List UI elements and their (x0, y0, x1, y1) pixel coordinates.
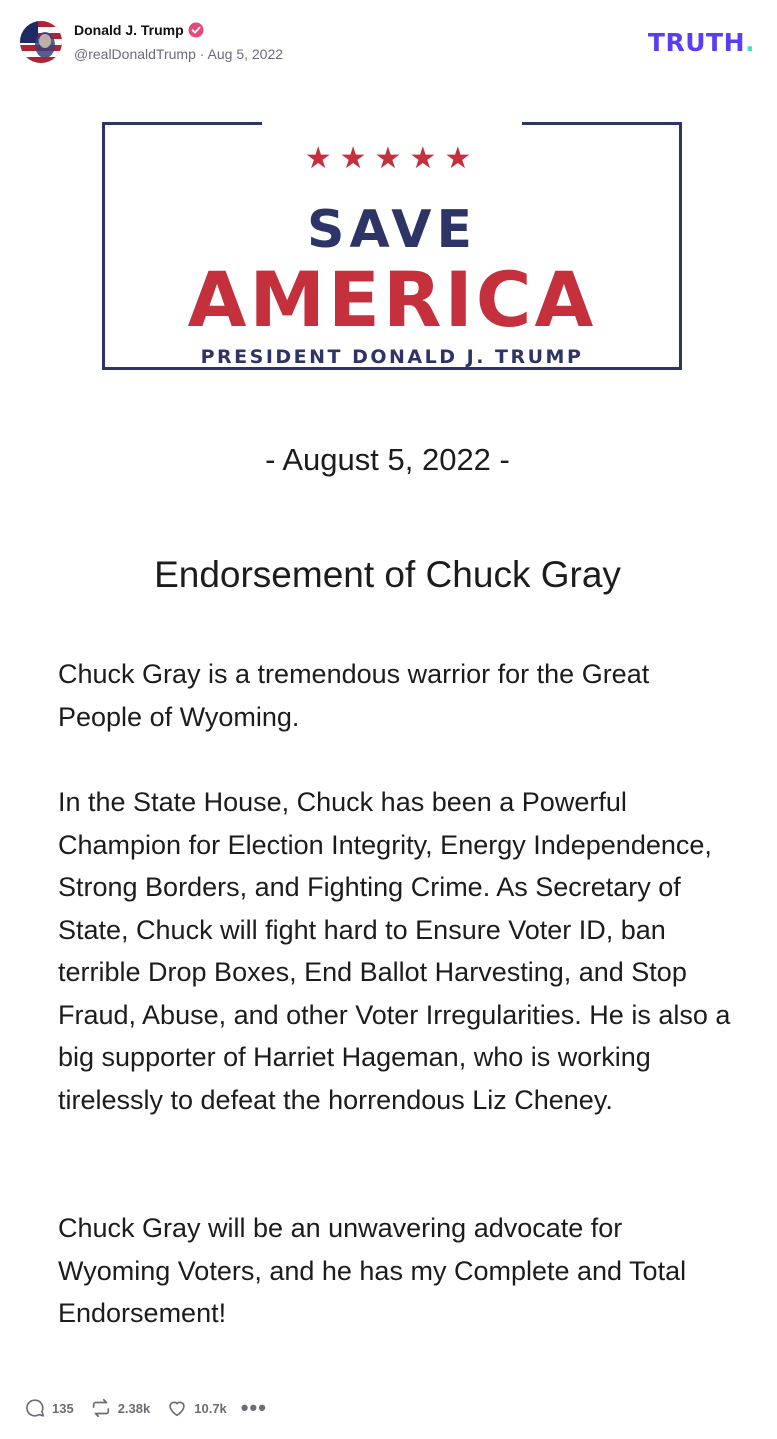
save-america-banner (102, 122, 682, 370)
banner-save: SAVE (307, 200, 477, 260)
banner-america: AMERICA (187, 255, 597, 344)
truth-logo[interactable] (648, 28, 755, 57)
brand-dot: . (745, 28, 755, 57)
reply-icon (24, 1397, 46, 1419)
retruth-count: 2.38k (117, 1400, 151, 1416)
avatar[interactable] (20, 21, 62, 63)
statement-date: - August 5, 2022 - (265, 442, 510, 477)
handle-and-date[interactable]: @realDonaldTrump · Aug 5, 2022 (74, 46, 284, 62)
post-actions (24, 1394, 283, 1422)
verified-badge-icon (188, 22, 204, 38)
like-button[interactable] (166, 1397, 227, 1419)
reply-count: 135 (52, 1400, 74, 1416)
post-header (0, 0, 777, 80)
retruth-icon (90, 1397, 112, 1419)
banner-subtitle: PRESIDENT DONALD J. TRUMP (200, 346, 584, 368)
statement-paragraph: Chuck Gray will be an unwavering advocate for Wyoming Voters, and he has my Complete and Total Endorsement! (58, 1213, 687, 1328)
heart-icon (166, 1397, 188, 1419)
stars-row: ★★★★★ (304, 142, 480, 175)
brand-text: TRUTH (647, 28, 745, 57)
post-image[interactable] (18, 80, 757, 1380)
retruth-button[interactable] (90, 1397, 151, 1419)
avatar-flag-portrait (20, 21, 62, 63)
statement-headline: Endorsement of Chuck Gray (154, 554, 621, 595)
statement-paragraph: Chuck Gray is a tremendous warrior for the Great People of Wyoming. (58, 659, 650, 732)
reply-button[interactable] (24, 1397, 74, 1419)
author-name[interactable]: Donald J. Trump (74, 22, 184, 38)
like-count: 10.7k (194, 1400, 227, 1416)
author-row (74, 22, 204, 38)
statement-paragraph: In the State House, Chuck has been a Powerful Champion for Election Integrity, Energy Independence, Strong Borders, and Fighting Crime. As Secretary of State, Chuck will fight hard to Ensure Voter ID, ban terrible Drop Boxes, End Ballot Harvesting, and Stop Fraud, Abuse, and other Voter Irregularities. He is also a big supporter of Harriet Hageman, who is working tirelessly to defeat the horrendous Liz Cheney. (58, 787, 731, 1115)
more-options-button[interactable] (240, 1395, 267, 1420)
more-icon: ••• (240, 1395, 267, 1420)
